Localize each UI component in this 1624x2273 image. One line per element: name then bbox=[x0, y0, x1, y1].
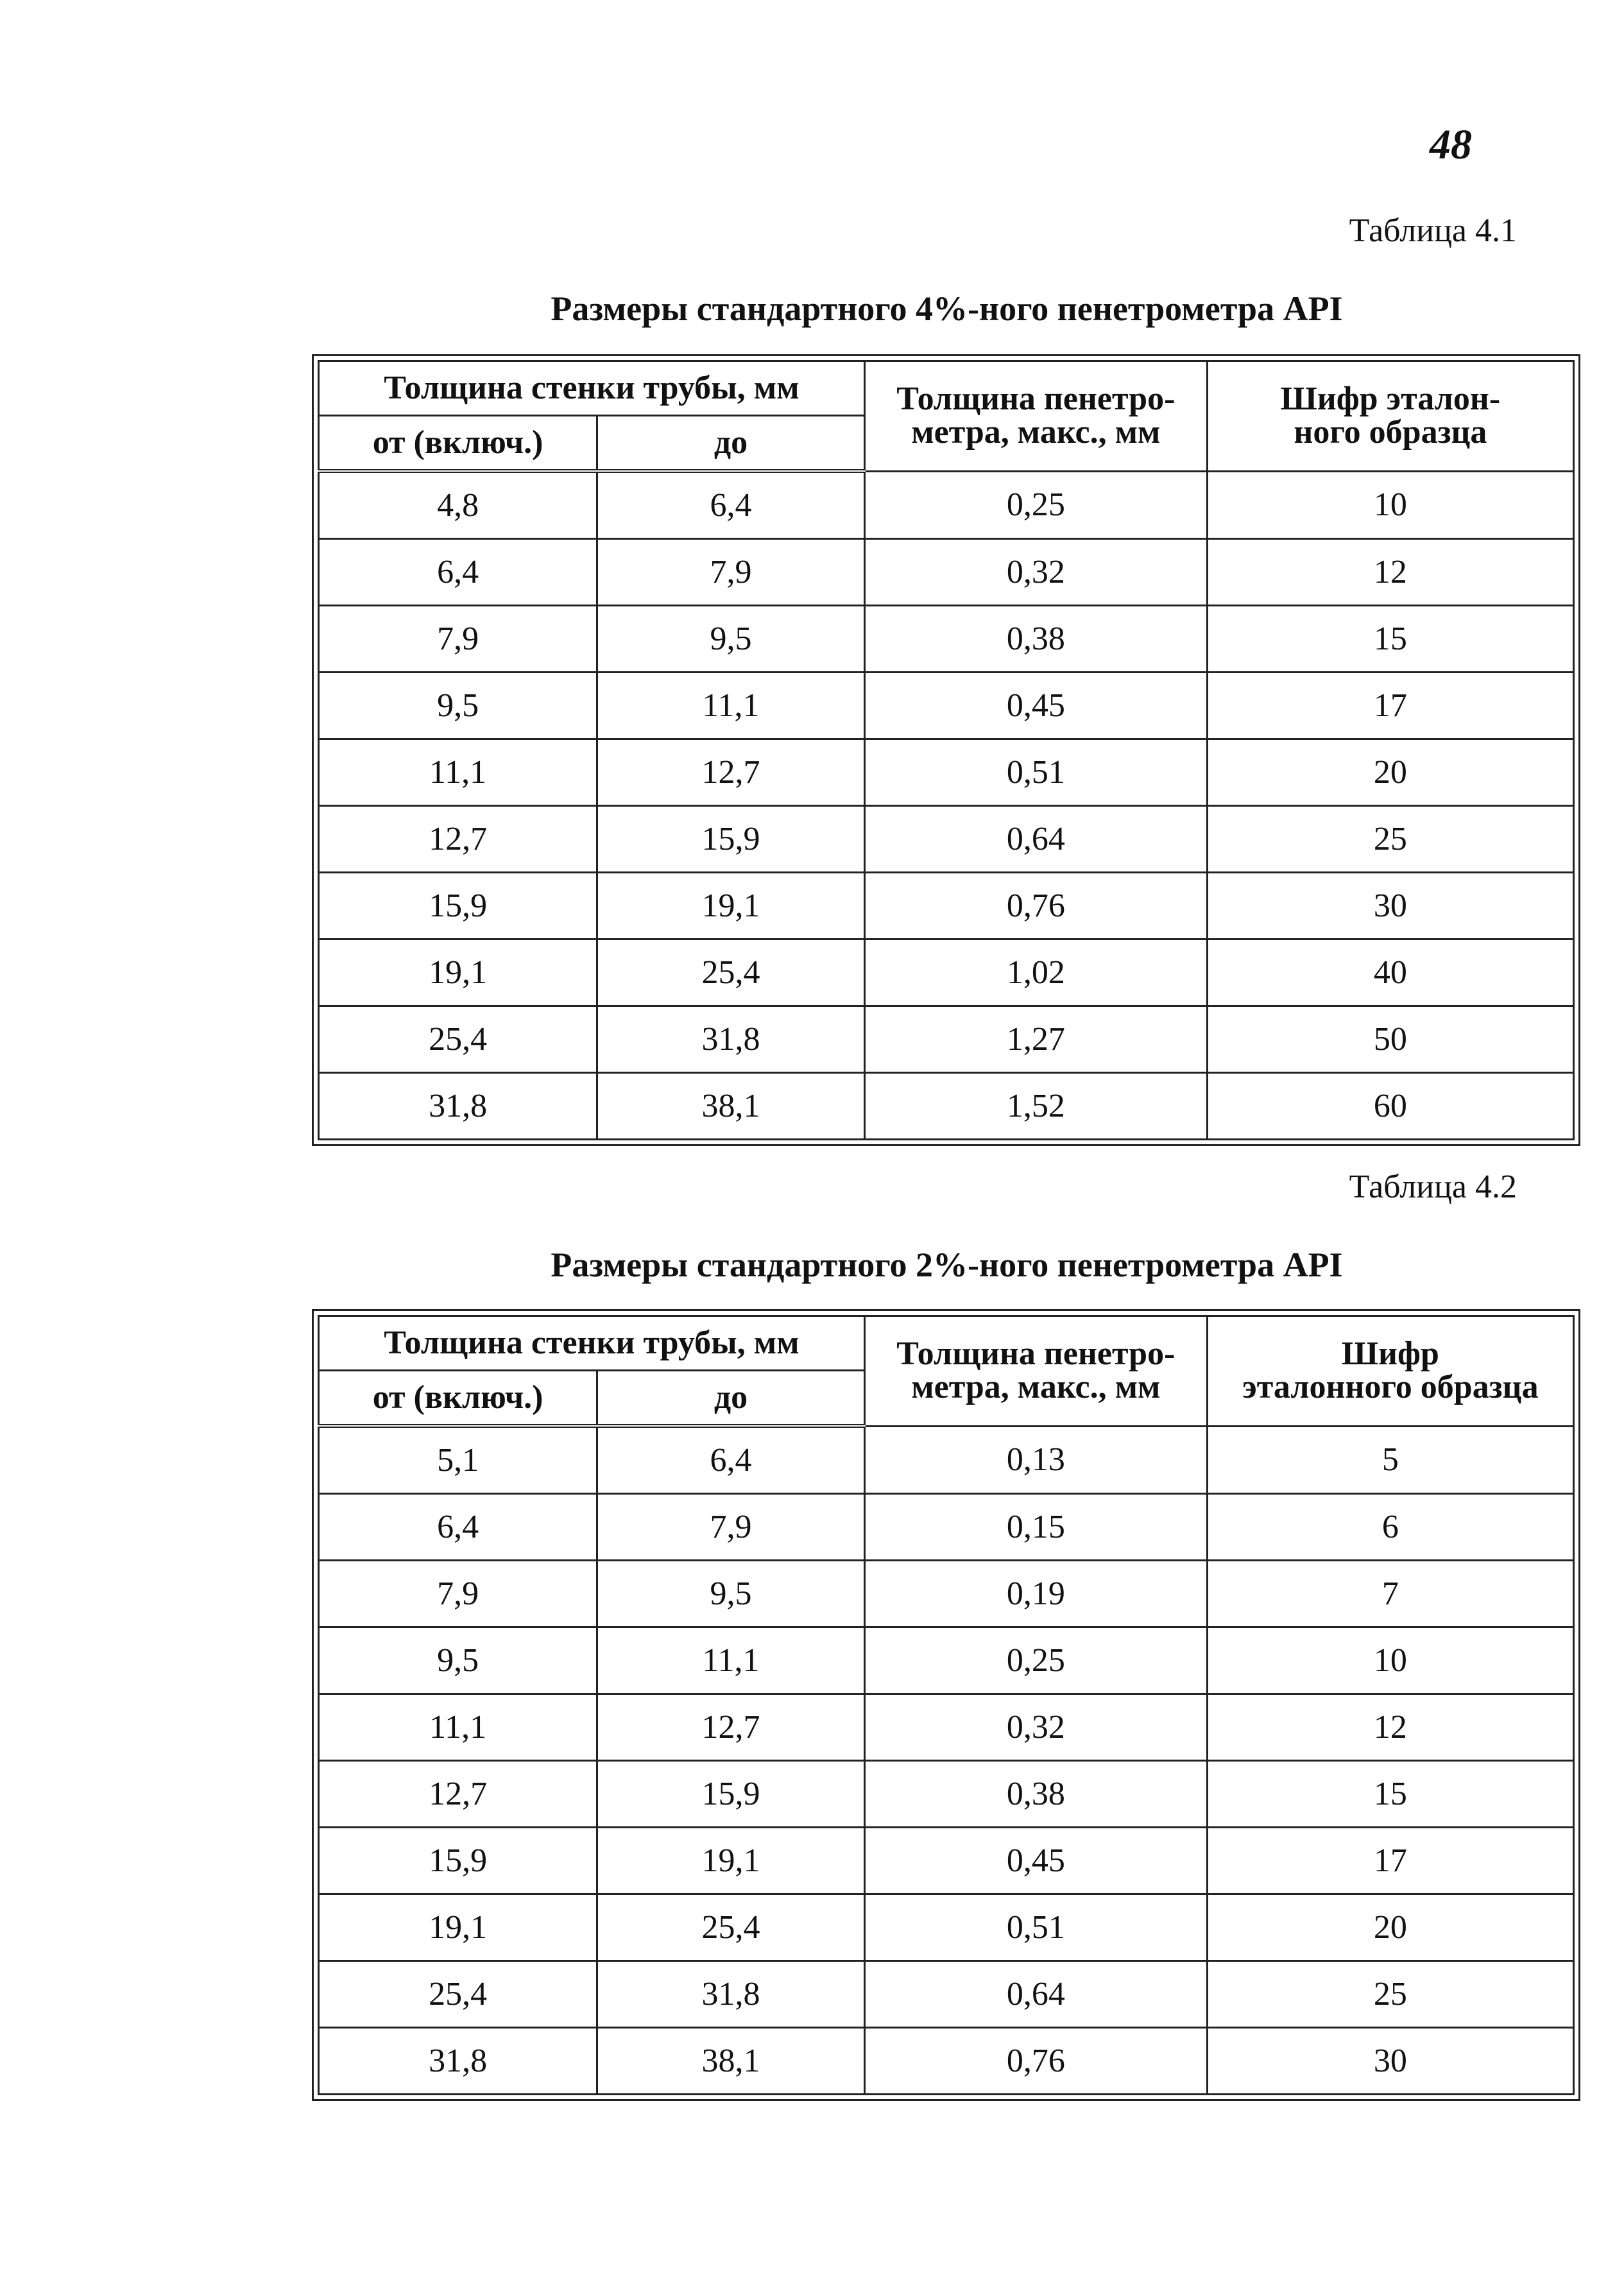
table-cell: 40 bbox=[1207, 939, 1573, 1006]
table-row bbox=[319, 1694, 1574, 1761]
table-row bbox=[319, 539, 1574, 606]
table-cell: 0,38 bbox=[864, 1761, 1207, 1828]
table-cell: 15,9 bbox=[597, 1761, 865, 1828]
table-cell: 15,9 bbox=[597, 806, 865, 873]
header-penetrometer-thickness bbox=[864, 1316, 1207, 1427]
table-row bbox=[319, 1894, 1574, 1961]
table-cell: 25,4 bbox=[319, 1961, 597, 2028]
table-cell: 9,5 bbox=[597, 606, 865, 673]
table-cell: 10 bbox=[1207, 1627, 1573, 1694]
table-cell: 12,7 bbox=[597, 739, 865, 806]
table-cell: 31,8 bbox=[319, 2028, 597, 2095]
table-4-1 bbox=[312, 354, 1580, 1146]
table-cell: 6,4 bbox=[597, 471, 865, 539]
table-row bbox=[319, 739, 1574, 806]
table-row bbox=[319, 1627, 1574, 1694]
table-title: Размеры стандартного 2%-ного пенетрометра API bbox=[551, 1246, 1343, 1284]
table-cell: 25,4 bbox=[597, 939, 865, 1006]
table-cell: 0,64 bbox=[864, 1961, 1207, 2028]
table-cell: 9,5 bbox=[319, 673, 597, 739]
table-cell: 38,1 bbox=[597, 2028, 865, 2095]
table-row bbox=[319, 1006, 1574, 1073]
table-cell: 11,1 bbox=[597, 673, 865, 739]
table-cell: 17 bbox=[1207, 673, 1573, 739]
table-cell: 7,9 bbox=[597, 1494, 865, 1561]
header-wall-thickness: Толщина стенки трубы, мм bbox=[319, 361, 865, 416]
header-from: от (включ.) bbox=[319, 416, 597, 472]
table-cell: 0,76 bbox=[864, 873, 1207, 939]
table-cell: 0,38 bbox=[864, 606, 1207, 673]
table-caption: Таблица 4.1 bbox=[1349, 212, 1517, 249]
table-cell: 25 bbox=[1207, 806, 1573, 873]
table-row bbox=[319, 1426, 1574, 1494]
table-cell: 0,64 bbox=[864, 806, 1207, 873]
table-cell: 10 bbox=[1207, 471, 1573, 539]
table-cell: 12,7 bbox=[319, 806, 597, 873]
table-caption: Таблица 4.2 bbox=[1349, 1169, 1517, 1205]
header-penetrometer-thickness bbox=[864, 361, 1207, 472]
table-cell: 50 bbox=[1207, 1006, 1573, 1073]
table-row bbox=[319, 471, 1574, 539]
table-row bbox=[319, 1961, 1574, 2028]
table-cell: 0,51 bbox=[864, 1894, 1207, 1961]
table-4-2 bbox=[312, 1309, 1580, 2101]
data-table bbox=[318, 1315, 1575, 2095]
table-cell: 6,4 bbox=[319, 539, 597, 606]
table-cell: 1,52 bbox=[864, 1073, 1207, 1140]
table-cell: 31,8 bbox=[319, 1073, 597, 1140]
table-cell: 11,1 bbox=[319, 1694, 597, 1761]
table-cell: 5 bbox=[1207, 1426, 1573, 1494]
table-title: Размеры стандартного 4%-ного пенетрометра API bbox=[551, 289, 1343, 328]
table-body bbox=[319, 1426, 1574, 2095]
table-cell: 4,8 bbox=[319, 471, 597, 539]
table-row bbox=[319, 1073, 1574, 1140]
header-from: от (включ.) bbox=[319, 1371, 597, 1427]
table-cell: 11,1 bbox=[319, 739, 597, 806]
table-cell: 15,9 bbox=[319, 873, 597, 939]
table-cell: 25,4 bbox=[597, 1894, 865, 1961]
table-cell: 0,32 bbox=[864, 1694, 1207, 1761]
table-row bbox=[319, 673, 1574, 739]
header-line: метра, макс., мм bbox=[911, 414, 1161, 451]
table-cell: 15,9 bbox=[319, 1828, 597, 1894]
table-cell: 25,4 bbox=[319, 1006, 597, 1073]
table-row bbox=[319, 806, 1574, 873]
table-cell: 38,1 bbox=[597, 1073, 865, 1140]
table-cell: 20 bbox=[1207, 1894, 1573, 1961]
table-cell: 19,1 bbox=[597, 1828, 865, 1894]
table-row bbox=[319, 1828, 1574, 1894]
table-cell: 11,1 bbox=[597, 1627, 865, 1694]
table-cell: 9,5 bbox=[319, 1627, 597, 1694]
table-cell: 12,7 bbox=[319, 1761, 597, 1828]
table-cell: 0,19 bbox=[864, 1561, 1207, 1627]
header-line: метра, макс., мм bbox=[911, 1369, 1161, 1406]
table-cell: 17 bbox=[1207, 1828, 1573, 1894]
page-number: 48 bbox=[1430, 121, 1472, 168]
table-cell: 60 bbox=[1207, 1073, 1573, 1140]
header-line: Толщина пенетро- bbox=[896, 1335, 1175, 1373]
table-cell: 1,02 bbox=[864, 939, 1207, 1006]
table-cell: 19,1 bbox=[319, 939, 597, 1006]
header-line: эталонного образца bbox=[1242, 1369, 1539, 1406]
data-table bbox=[318, 360, 1575, 1140]
table-cell: 12,7 bbox=[597, 1694, 865, 1761]
table-cell: 30 bbox=[1207, 2028, 1573, 2095]
table-cell: 31,8 bbox=[597, 1961, 865, 2028]
table-cell: 12 bbox=[1207, 539, 1573, 606]
header-reference-code bbox=[1207, 361, 1573, 472]
table-cell: 19,1 bbox=[597, 873, 865, 939]
table-cell: 25 bbox=[1207, 1961, 1573, 2028]
table-cell: 6,4 bbox=[597, 1426, 865, 1494]
table-row bbox=[319, 939, 1574, 1006]
header-line: Шифр bbox=[1341, 1335, 1439, 1373]
table-row bbox=[319, 873, 1574, 939]
table-cell: 5,1 bbox=[319, 1426, 597, 1494]
table-cell: 6 bbox=[1207, 1494, 1573, 1561]
table-cell: 0,25 bbox=[864, 1627, 1207, 1694]
table-cell: 30 bbox=[1207, 873, 1573, 939]
table-cell: 31,8 bbox=[597, 1006, 865, 1073]
table-cell: 15 bbox=[1207, 1761, 1573, 1828]
table-body bbox=[319, 471, 1574, 1140]
header-line: Толщина пенетро- bbox=[896, 381, 1175, 418]
table-cell: 1,27 bbox=[864, 1006, 1207, 1073]
table-row bbox=[319, 606, 1574, 673]
table-cell: 0,51 bbox=[864, 739, 1207, 806]
header-line: ного образца bbox=[1294, 414, 1487, 451]
table-cell: 20 bbox=[1207, 739, 1573, 806]
table-cell: 15 bbox=[1207, 606, 1573, 673]
table-cell: 0,45 bbox=[864, 1828, 1207, 1894]
header-line: Шифр эталон- bbox=[1280, 381, 1501, 418]
table-cell: 0,25 bbox=[864, 471, 1207, 539]
table-cell: 9,5 bbox=[597, 1561, 865, 1627]
table-row bbox=[319, 1761, 1574, 1828]
table-cell: 6,4 bbox=[319, 1494, 597, 1561]
table-cell: 0,45 bbox=[864, 673, 1207, 739]
table-row bbox=[319, 1494, 1574, 1561]
table-cell: 0,76 bbox=[864, 2028, 1207, 2095]
table-cell: 7,9 bbox=[319, 606, 597, 673]
header-to: до bbox=[597, 416, 865, 472]
table-cell: 12 bbox=[1207, 1694, 1573, 1761]
table-cell: 0,13 bbox=[864, 1426, 1207, 1494]
table-cell: 19,1 bbox=[319, 1894, 597, 1961]
header-reference-code bbox=[1207, 1316, 1573, 1427]
table-cell: 7,9 bbox=[319, 1561, 597, 1627]
table-row bbox=[319, 1561, 1574, 1627]
table-cell: 0,32 bbox=[864, 539, 1207, 606]
table-cell: 0,15 bbox=[864, 1494, 1207, 1561]
header-to: до bbox=[597, 1371, 865, 1427]
table-row bbox=[319, 2028, 1574, 2095]
header-wall-thickness: Толщина стенки трубы, мм bbox=[319, 1316, 865, 1371]
table-cell: 7,9 bbox=[597, 539, 865, 606]
table-cell: 7 bbox=[1207, 1561, 1573, 1627]
